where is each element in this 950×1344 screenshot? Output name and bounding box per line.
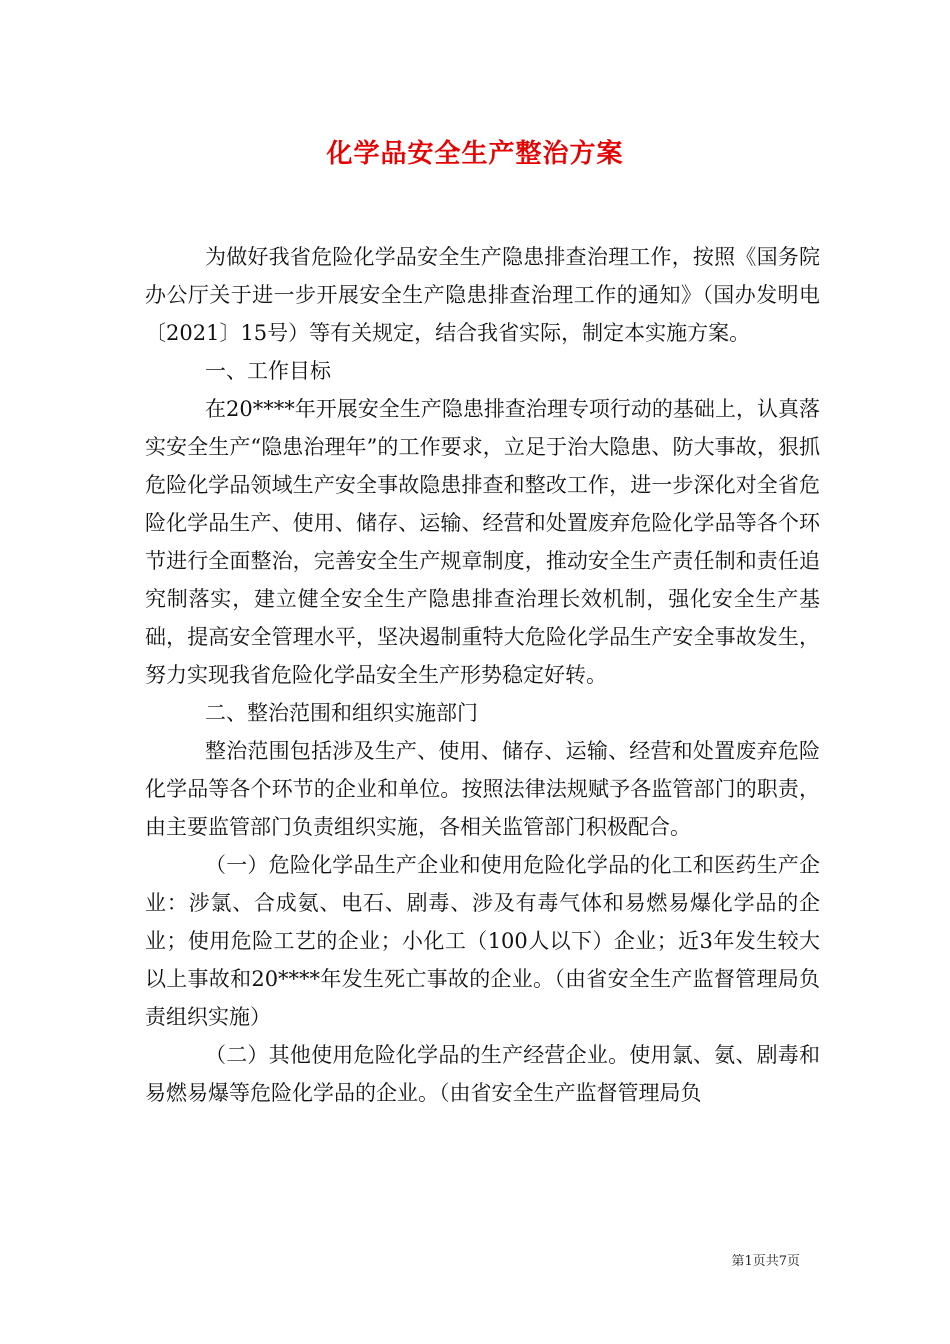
scope-paragraph: 整治范围包括涉及生产、使用、储存、运输、经营和处置废弃危险化学品等各个环节的企业和单位。按照法律法规赋予各监管部门的职责，由主要监管部门负责组织实施，各相关监管部门积极配合。 <box>145 739 820 839</box>
page-number: 第1页共7页 <box>731 1254 800 1269</box>
section-heading-scope: 二、整治范围和组织实施部门 <box>205 701 478 725</box>
section-heading-goals: 一、工作目标 <box>205 359 331 383</box>
goals-paragraph: 在20****年开展安全生产隐患排查治理专项行动的基础上，认真落实安全生产“隐患治理年”的工作要求，立足于治大隐患、防大事故，狠抓危险化学品领域生产安全事故隐患排查和整改工作，进一步深化对全省危险化学品生产、使用、储存、运输、经营和处置废弃危险化学品等各个环节进行全面整治，完善安全生产规章制度，推动安全生产责任制和责任追究制落实，建立健全安全生产隐患排查治理长效机制，强化安全生产基础，提高安全管理水平，坚决遏制重特大危险化学品生产安全事故发生，努力实现我省危险化学品安全生产形势稳定好转。 <box>145 397 820 687</box>
document-body <box>145 238 820 1112</box>
scope-item-1: （一）危险化学品生产企业和使用危险化学品的化工和医药生产企业：涉氯、合成氨、电石、剧毒、涉及有毒气体和易燃易爆化学品的企业；使用危险工艺的企业；小化工（100人以下）企业；近3年发生较大以上事故和20****年发生死亡事故的企业。（由省安全生产监督管理局负责组织实施） <box>145 853 820 1029</box>
scope-item-2: （二）其他使用危险化学品的生产经营企业。使用氯、氨、剧毒和易燃易爆等危险化学品的企业。（由省安全生产监督管理局负 <box>145 1043 820 1105</box>
intro-paragraph: 为做好我省危险化学品安全生产隐患排查治理工作，按照《国务院办公厅关于进一步开展安全生产隐患排查治理工作的通知》（国办发明电〔2021〕15号）等有关规定，结合我省实际，制定本实施方案。 <box>145 245 820 345</box>
document-title: 化学品安全生产整治方案 <box>326 139 624 169</box>
